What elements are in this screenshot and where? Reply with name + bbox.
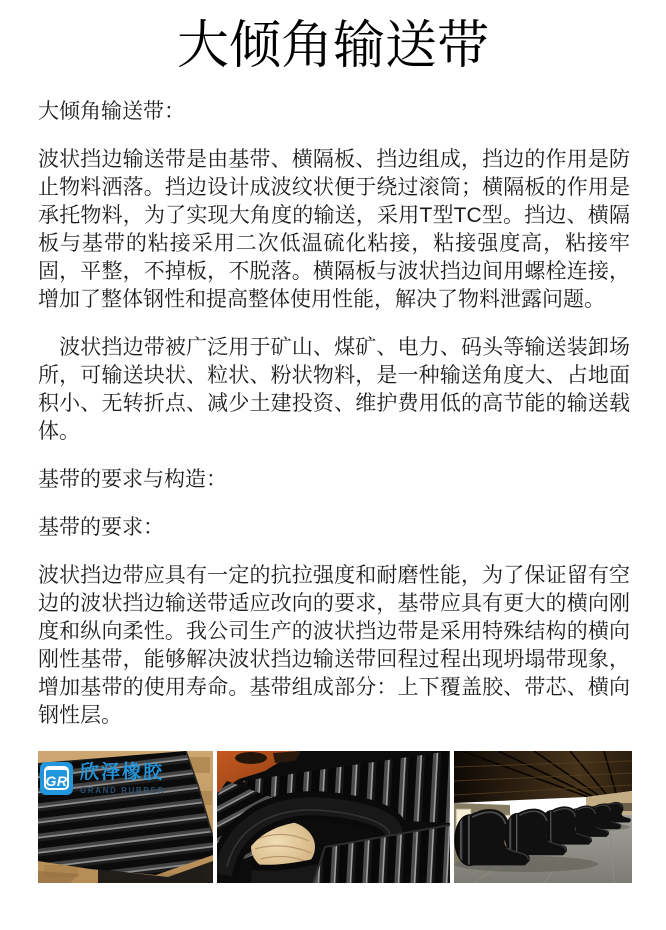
warehouse-image <box>454 751 632 883</box>
heading-base-requirement: 基带的要求： <box>38 516 164 539</box>
brand-name-cn: 欣泽橡胶 <box>80 762 165 783</box>
article-body <box>38 98 630 750</box>
brand-wordmark <box>80 762 165 795</box>
brand-logo <box>40 762 165 795</box>
belt-loop-image <box>217 751 450 883</box>
brand-gr-monogram-icon: GR <box>40 762 73 795</box>
product-photo-gallery <box>38 751 632 883</box>
paragraph-application: 波状挡边带被广泛用于矿山、煤矿、电力、码头等输送装卸场所，可输送块状、粒状、粉状物料，是一种输送角度大、占地面积小、无转折点、减少土建投资、维护费用低的高节能的输送载体。 <box>38 336 630 443</box>
heading-structure: 基带的要求与构造： <box>38 468 227 491</box>
photo-belt-loop-closeup <box>217 751 450 883</box>
intro-label: 大倾角输送带： <box>38 100 185 123</box>
photo-sidewall-panels <box>38 751 213 883</box>
brand-name-en: GRAND RUBBER <box>80 785 165 795</box>
paragraph-base-belt: 波状挡边带应具有一定的抗拉强度和耐磨性能，为了保证留有空边的波状挡边输送带适应改向的要求，基带应具有更大的横向刚度和纵向柔性。我公司生产的波状挡边带是采用特殊结构的横向刚性基带，能够解决波状挡边输送带回程过程出现坍塌带现象，增加基带的使用寿命。基带组成部分：上下覆盖胶、带芯、横向钢性层。 <box>38 564 630 727</box>
paragraph-composition: 波状挡边输送带是由基带、横隔板、挡边组成，挡边的作用是防止物料洒落。挡边设计成波纹状便于绕过滚筒；横隔板的作用是承托物料，为了实现大角度的输送，采用T型TC型。挡边、横隔板与基带的粘接采用二次低温硫化粘接，粘接强度高，粘接牢固，平整，不掉板，不脱落。横隔板与波状挡边间用螺栓连接，增加了整体钢性和提高整体使用性能，解决了物料泄露问题。 <box>38 148 630 311</box>
photo-belts-warehouse <box>454 751 632 883</box>
page-title: 大倾角输送带 <box>176 17 489 75</box>
